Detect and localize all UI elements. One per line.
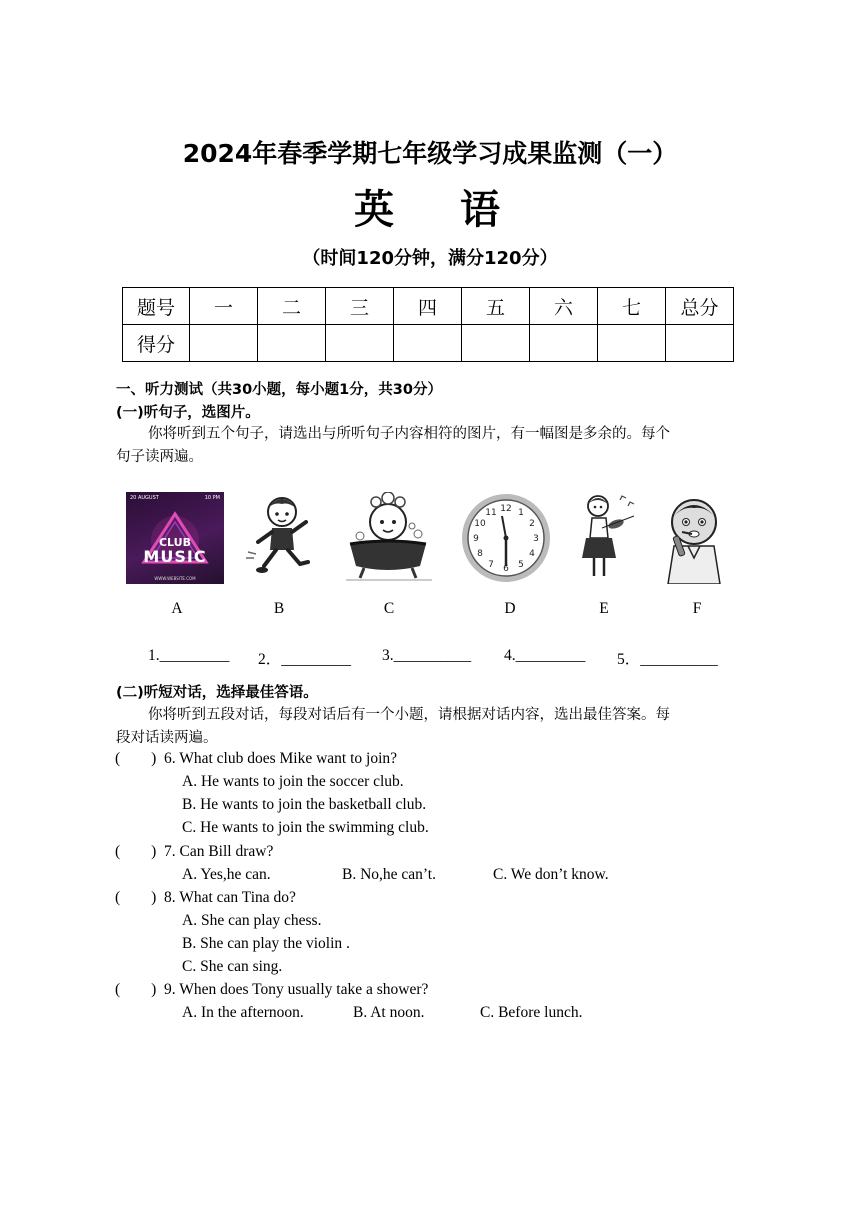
- q7-option-c: C. We don’t know.: [493, 866, 609, 883]
- score-table-score-row: [123, 325, 734, 362]
- q9-option-c: C. Before lunch.: [480, 1004, 583, 1021]
- score-blank-cell[interactable]: [394, 325, 462, 362]
- score-cell: 四: [394, 288, 462, 325]
- baby-bath-image: [340, 492, 436, 584]
- score-table-header-row: [123, 288, 734, 325]
- clock-number: 7: [488, 560, 494, 570]
- q9-option-a: A. In the afternoon.: [182, 1004, 304, 1021]
- clock-number: 6: [503, 564, 509, 574]
- question-8: 8. What can Tina do?: [164, 889, 296, 906]
- time-note: （时间120分钟，满分120分）: [302, 248, 558, 269]
- section2-heading: (二)听短对话，选择最佳答语。: [116, 685, 318, 701]
- score-blank-cell[interactable]: [462, 325, 530, 362]
- score-blank-cell[interactable]: [258, 325, 326, 362]
- answer-bracket-9[interactable]: ( ): [115, 981, 157, 998]
- section1-heading: (一)听句子，选图片。: [116, 405, 260, 421]
- clock-number: 5: [518, 560, 524, 570]
- answer-blank-2[interactable]: 2．_________: [258, 651, 352, 668]
- score-cell: 总分: [666, 288, 734, 325]
- score-cell: 五: [462, 288, 530, 325]
- answer-bracket-8[interactable]: ( ): [115, 889, 157, 906]
- answer-blank-1[interactable]: 1._________: [148, 647, 230, 664]
- q8-option-b: B. She can play the violin .: [182, 935, 350, 952]
- question-6: 6. What club does Mike want to join?: [164, 750, 398, 767]
- section1-instruction-line2: 句子读两遍。: [116, 449, 203, 465]
- q8-option-a: A. She can play chess.: [182, 912, 322, 929]
- poster-time: 10 PM: [204, 495, 220, 501]
- q6-option-a: A. He wants to join the soccer club.: [182, 773, 404, 790]
- q8-option-c: C. She can sing.: [182, 958, 283, 975]
- question-7: 7. Can Bill draw?: [164, 843, 274, 860]
- q7-option-a: A. Yes,he can.: [182, 866, 271, 883]
- boy-brushing-teeth-image: [654, 492, 734, 584]
- score-label-cell: 得分: [123, 325, 190, 362]
- question-9: 9. When does Tony usually take a shower?: [164, 981, 429, 998]
- answer-bracket-6[interactable]: ( ): [115, 750, 157, 767]
- clock-number: 3: [533, 534, 539, 544]
- clock-number: 9: [473, 534, 479, 544]
- score-cell: 题号: [123, 288, 190, 325]
- picture-label-f: F: [692, 600, 702, 617]
- poster-line1: CLUB: [158, 536, 191, 549]
- section2-instruction-line1: 你将听到五段对话，每段对话后有一个小题，请根据对话内容，选出最佳答案。每: [148, 707, 670, 723]
- q6-option-b: B. He wants to join the basketball club.: [182, 796, 427, 813]
- clock-number: 8: [477, 549, 483, 559]
- score-blank-cell[interactable]: [598, 325, 666, 362]
- picture-label-c: C: [383, 600, 395, 617]
- answer-blank-4[interactable]: 4._________: [504, 647, 586, 664]
- clock-number: 4: [529, 549, 535, 559]
- clock-number: 12: [500, 504, 512, 514]
- score-cell: 六: [530, 288, 598, 325]
- music-poster-image: [126, 492, 224, 584]
- score-blank-cell[interactable]: [190, 325, 258, 362]
- section2-instruction-line2: 段对话读两遍。: [116, 730, 218, 746]
- part1-heading: 一、听力测试（共30小题，每小题1分，共30分）: [116, 382, 442, 398]
- poster-line2: MUSIC: [143, 547, 207, 566]
- exam-title: 2024年春季学期七年级学习成果监测（一）: [182, 139, 678, 168]
- clock-number: 10: [474, 519, 486, 529]
- section1-instruction-line1: 你将听到五个句子，请选出与所听句子内容相符的图片，有一幅图是多余的。每个: [148, 426, 670, 442]
- score-cell: 一: [190, 288, 258, 325]
- q7-option-b: B. No,he can’t.: [342, 866, 436, 883]
- running-girl-image: [244, 492, 324, 584]
- clock-number: 2: [529, 519, 535, 529]
- clock-number: 11: [485, 508, 497, 518]
- poster-date: 20 AUGUST: [130, 495, 159, 501]
- answer-blank-3[interactable]: 3.__________: [382, 647, 472, 664]
- q9-option-b: B. At noon.: [353, 1004, 425, 1021]
- score-blank-cell[interactable]: [666, 325, 734, 362]
- clock-number: 1: [518, 508, 524, 518]
- wall-clock-image: [458, 492, 554, 584]
- answer-bracket-7[interactable]: ( ): [115, 843, 157, 860]
- score-blank-cell[interactable]: [326, 325, 394, 362]
- picture-label-a: A: [171, 600, 183, 617]
- picture-label-d: D: [504, 600, 516, 617]
- score-blank-cell[interactable]: [530, 325, 598, 362]
- q6-option-c: C. He wants to join the swimming club.: [182, 819, 429, 836]
- answer-blank-5[interactable]: 5．__________: [617, 651, 718, 668]
- picture-label-e: E: [599, 600, 609, 617]
- score-cell: 七: [598, 288, 666, 325]
- picture-label-b: B: [273, 600, 285, 617]
- score-cell: 三: [326, 288, 394, 325]
- subject-title: 英 语: [354, 187, 526, 233]
- score-cell: 二: [258, 288, 326, 325]
- poster-website: WWW.WEBSITE.COM: [154, 576, 196, 581]
- violin-girl-image: [572, 492, 638, 584]
- score-table: [122, 287, 734, 362]
